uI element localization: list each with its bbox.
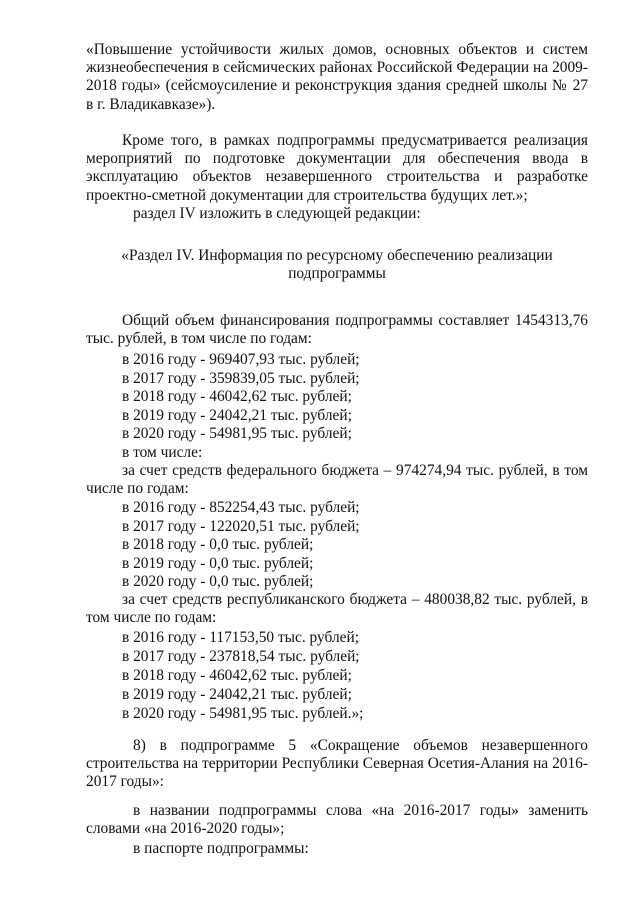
- list-item: в 2017 году - 237818,54 тыс. рублей;: [122, 648, 360, 665]
- rename-instruction: в названии подпрограммы слова «на 2016-2017 годы» заменить словами «на 2016-2020 годы»;: [86, 802, 588, 838]
- list-item: в 2018 году - 0,0 тыс. рублей;: [122, 536, 314, 553]
- item-8-subprogram-5: 8) в подпрограмме 5 «Сокращение объемов незавершенного строительства на территории Республики Северная Осетия-Алания на 2016-2017 годы»:: [86, 737, 588, 791]
- list-item: в 2016 году - 969407,93 тыс. рублей;: [122, 351, 360, 368]
- list-item: в 2020 году - 0,0 тыс. рублей;: [122, 573, 314, 590]
- list-item: в 2019 году - 0,0 тыс. рублей;: [122, 554, 314, 572]
- list-item: в 2018 году - 46042,62 тыс. рублей;: [122, 388, 352, 405]
- passport-label: в паспорте подпрограммы:: [133, 840, 309, 857]
- list-item: в 2019 году - 24042,21 тыс. рублей;: [122, 686, 352, 703]
- paragraph-quote-end: «Повышение устойчивости жилых домов, основных объектов и систем жизнеобеспечения в сейсмических районах Российской Федерации на 2009-2018 годы» (сейсмоусиление и реконструкция здания средней школы № 27 в г. Владикавказе»).: [86, 41, 588, 113]
- list-item: в 2020 году - 54981,95 тыс. рублей;: [122, 425, 352, 442]
- list-item: в 2020 году - 54981,95 тыс. рублей.»;: [122, 705, 364, 722]
- total-financing-intro: Общий объем финансирования подпрограммы составляет 1454313,76 тыс. рублей, в том числе по годам:: [86, 312, 588, 348]
- list-item: в 2017 году - 122020,51 тыс. рублей;: [122, 517, 360, 535]
- federal-budget-intro: за счет средств федерального бюджета – 974274,94 тыс. рублей, в том числе по годам:: [86, 462, 588, 498]
- section-title: «Раздел IV. Информация по ресурсному обеспечению реализации подпрограммы: [121, 247, 553, 283]
- list-item: в 2018 году - 46042,62 тыс. рублей;: [122, 667, 352, 684]
- list-item: в 2016 году - 117153,50 тыс. рублей;: [122, 629, 360, 646]
- list-item: в 2016 году - 852254,43 тыс. рублей;: [122, 499, 360, 516]
- paragraph-additional-activities: Кроме того, в рамках подпрограммы предусматривается реализация мероприятий по подготовке документации для обеспечения ввода в эксплуатацию объектов незавершенного строительства и разработке проектно-сметной документации для строительства будущих лет.»;: [86, 132, 588, 204]
- republic-budget-intro: за счет средств республиканского бюджета – 480038,82 тыс. рублей, в том числе по годам:: [86, 591, 588, 627]
- list-item: в 2017 году - 359839,05 тыс. рублей;: [122, 369, 360, 387]
- including-label: в том числе:: [122, 443, 203, 461]
- section-instruction: раздел IV изложить в следующей редакции:: [133, 205, 421, 222]
- list-item: в 2019 году - 24042,21 тыс. рублей;: [122, 406, 352, 424]
